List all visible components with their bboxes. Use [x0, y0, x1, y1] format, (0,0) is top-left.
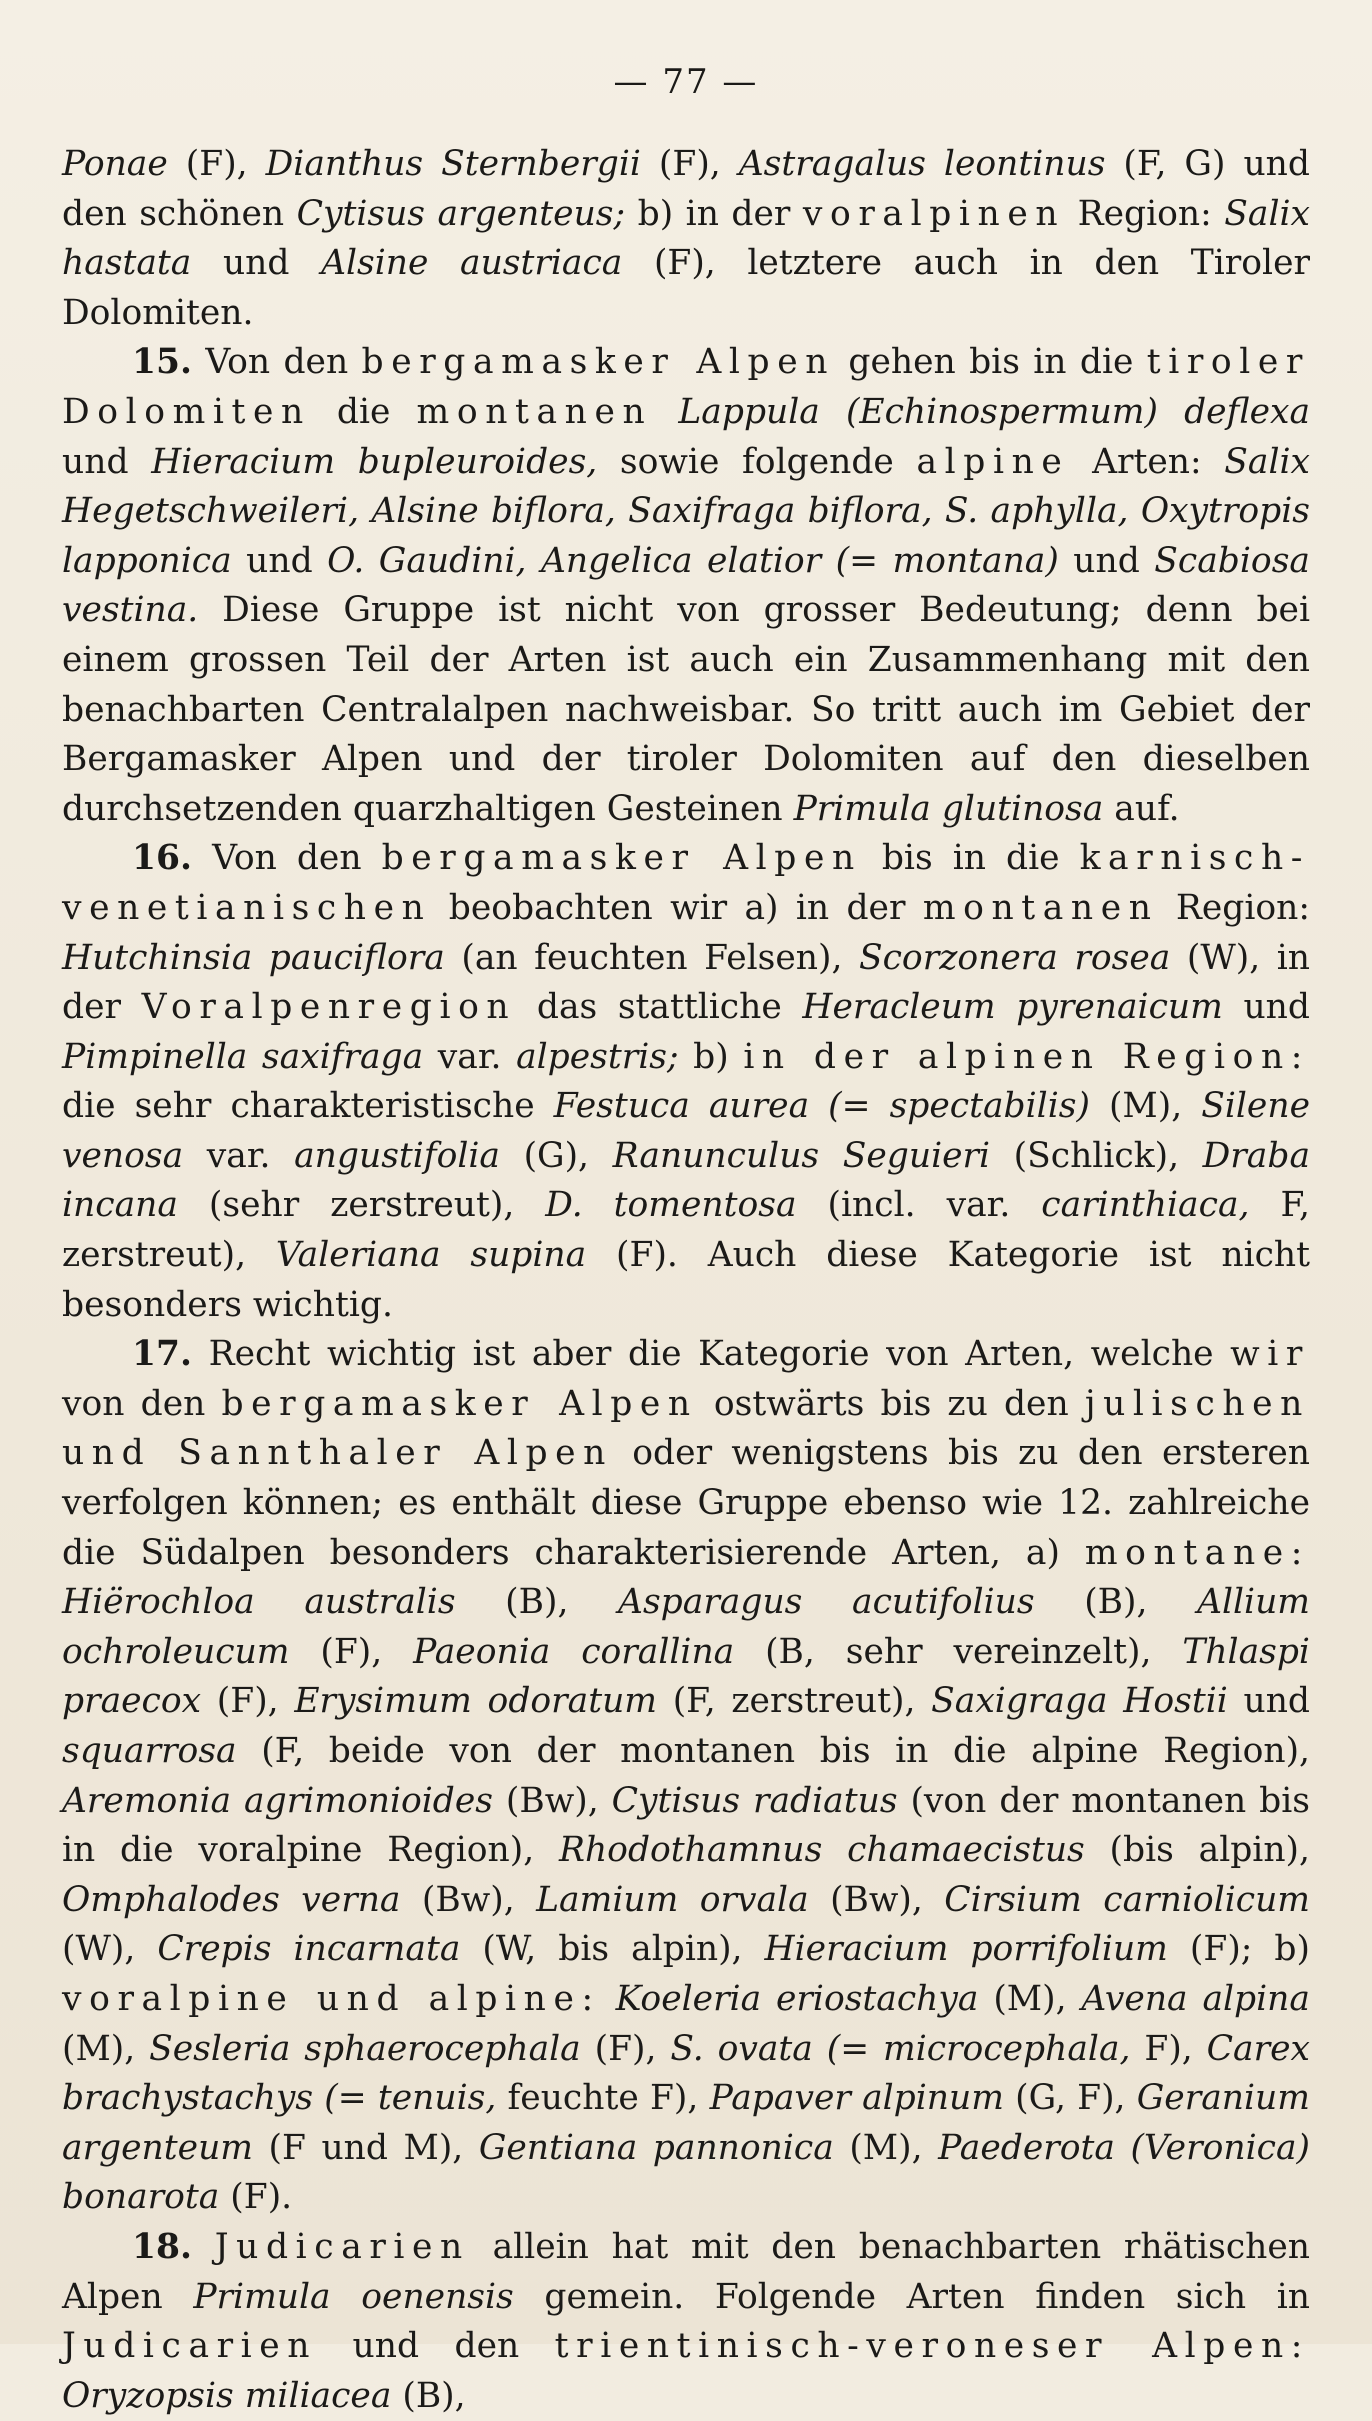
- text-run: Von den: [192, 342, 362, 383]
- species-name: Primula oenensis: [193, 2276, 514, 2317]
- text-run: (M),: [62, 2028, 150, 2069]
- species-name: Carex brachystachys (= tenuis,: [62, 2028, 1310, 2119]
- species-name: D. tomentosa: [545, 1185, 797, 1226]
- species-name: Cirsium carniolicum: [944, 1879, 1311, 1920]
- text-run: die sehr charakteristische: [62, 1086, 554, 1127]
- text-run: (M),: [1089, 1086, 1202, 1127]
- species-name: Geranium argenteum: [62, 2078, 1310, 2168]
- text-run: Arten:: [1069, 441, 1225, 482]
- text-run: und: [62, 441, 152, 482]
- species-name: Oryzopsis miliacea: [62, 2375, 392, 2416]
- text-run: (F),: [580, 2028, 671, 2069]
- text-run: (sehr zerstreut),: [177, 1185, 546, 1226]
- species-name: Silene venosa: [62, 1086, 1310, 1176]
- species-name: S. ovata (= microcephala,: [670, 2028, 1131, 2069]
- species-name: Saxigraga Hostii: [931, 1681, 1228, 1722]
- text-run: Diese Gruppe ist nicht von grosser Bedeutung; denn bei einem grossen Teil der Arten ist auch ein Zusammenhang mit den benachbarten Centralalpen nachweisbar. So tritt auch im Gebiet der Bergamasker Alpen und der tiroler Dolomiten auf den dieselben durchsetzenden quarzhaltigen Gesteinen: [62, 590, 1310, 829]
- species-name: O. Gaudini, Angelica elatior (= montana): [327, 540, 1059, 581]
- text-run: (F),: [640, 144, 739, 184]
- text-run: (Bw),: [808, 1879, 945, 1920]
- text-run: (F),: [289, 1631, 414, 1672]
- species-name: Sesleria sphaerocephala: [149, 2028, 581, 2069]
- species-name: Draba incana: [62, 1135, 1311, 1226]
- text-run: (F), letztere auch in den Tiroler Dolomiten.: [62, 243, 1310, 333]
- text-run: (an feuchten Felsen),: [444, 937, 859, 978]
- text-run: (W, bis alpin),: [460, 1929, 765, 1970]
- species-name: Lamium orvala: [536, 1879, 809, 1920]
- text-run: (G),: [499, 1135, 613, 1176]
- text-run: und: [1222, 987, 1310, 1028]
- text-run: (Bw),: [400, 1879, 537, 1920]
- species-name: Hutchinsia pauciflora: [62, 937, 445, 978]
- species-name: Astragalus leontinus: [738, 144, 1106, 184]
- species-name: Cytisus radiatus: [611, 1780, 898, 1821]
- species-name: Hieracium porrifolium: [764, 1929, 1168, 1970]
- species-name: Thlaspi praecox: [62, 1631, 1310, 1722]
- species-name: Dianthus Sternbergii: [265, 144, 641, 184]
- text-run: var.: [423, 1036, 517, 1077]
- species-name: Festuca aurea (= spectabilis): [553, 1086, 1090, 1127]
- spaced-emphasis: alpine: [916, 441, 1070, 482]
- text-run: (Bw),: [493, 1780, 612, 1821]
- text-run: die: [310, 391, 417, 432]
- species-name: Hiërochloa australis: [62, 1582, 456, 1623]
- species-name: Avena alpina: [1081, 1978, 1310, 2019]
- text-run: (bis alpin),: [1084, 1830, 1310, 1871]
- species-name: squarrosa: [62, 1731, 237, 1771]
- species-name: Cytisus argenteus;: [296, 193, 626, 234]
- text-run: allein hat mit den benachbarten rhätischen Alpen: [62, 2226, 1310, 2317]
- paragraph-18: [62, 2223, 1310, 2421]
- spaced-emphasis: wir: [1230, 1334, 1310, 1375]
- species-name: Pimpinella saxifraga: [62, 1036, 424, 1077]
- spaced-emphasis: montanen: [922, 887, 1159, 928]
- text-run: F),: [1130, 2028, 1207, 2069]
- spaced-emphasis: tiroler Dolomiten: [62, 342, 1310, 432]
- text-run: (B),: [1034, 1582, 1198, 1623]
- text-run: (F und M),: [253, 2127, 479, 2168]
- text-run: [652, 392, 678, 432]
- spaced-emphasis: in der alpinen Region:: [743, 1036, 1310, 1077]
- text-run: (von der montanen bis in die voralpine Region),: [62, 1780, 1311, 1871]
- species-name: Aremonia agrimonioides: [62, 1780, 493, 1821]
- text-run: Region:: [1158, 887, 1311, 928]
- text-run: das stattliche: [516, 987, 803, 1028]
- text-run: feuchte F),: [496, 2078, 710, 2119]
- text-run: (B),: [391, 2375, 466, 2416]
- spaced-emphasis: Judicarien: [214, 2226, 470, 2267]
- text-run: [192, 2227, 215, 2267]
- text-run: ostwärts bis zu den: [697, 1383, 1085, 1424]
- species-name: Scorzonera rosea: [858, 937, 1171, 978]
- text-run: Von den: [192, 838, 382, 879]
- paragraph-14-continuation: [62, 140, 1310, 338]
- text-run: b) in der: [625, 193, 803, 234]
- text-run: und: [231, 540, 328, 581]
- text-run: und: [1227, 1681, 1310, 1722]
- spaced-emphasis: Voralpenregion: [141, 987, 517, 1028]
- spaced-emphasis: karnisch-venetianischen: [62, 838, 1310, 928]
- species-name: Heracleum pyrenaicum: [802, 987, 1223, 1028]
- spaced-emphasis: voralpine und alpine:: [62, 1978, 601, 2019]
- species-name: Primula glutinosa: [793, 788, 1104, 829]
- text-run: b): [678, 1036, 744, 1077]
- text-run: auf.: [1103, 788, 1180, 829]
- species-name: Erysimum odoratum: [294, 1681, 658, 1722]
- paragraph-number: 16.: [132, 838, 193, 879]
- text-run: Region:: [1065, 193, 1225, 234]
- text-run: beobachten wir a) in der: [431, 887, 923, 928]
- paragraph-number: 15.: [132, 342, 193, 383]
- species-name: Salix Hegetschweileri, Alsine biflora, Saxifraga biflora, S. aphylla, Oxytropis lapponica: [62, 441, 1310, 581]
- text-run: (F),: [167, 144, 266, 184]
- text-run: (M),: [978, 1978, 1082, 2019]
- spaced-emphasis: voralpinen: [802, 193, 1066, 234]
- spaced-emphasis: Judicarien: [62, 2326, 318, 2367]
- text-run: F, zerstreut),: [62, 1185, 1311, 1276]
- species-name: Koeleria eriostachya: [615, 1978, 979, 2019]
- species-name: Ranunculus Seguieri: [612, 1135, 991, 1176]
- text-run: (B),: [455, 1582, 619, 1623]
- species-name: angustifolia: [294, 1135, 500, 1176]
- text-run: (F). Auch diese Kategorie ist nicht besonders wichtig.: [62, 1235, 1311, 1325]
- spaced-emphasis: bergamasker Alpen: [221, 1383, 698, 1424]
- paragraph-16: [62, 834, 1310, 1330]
- species-name: Lappula (Echinospermum) deflexa: [678, 391, 1311, 432]
- species-name: Allium ochroleucum: [62, 1582, 1311, 1672]
- text-run: Recht wichtig ist aber die Kategorie von Arten, welche: [192, 1334, 1231, 1375]
- text-run: (F, G) und den schönen: [62, 144, 1310, 234]
- text-run: oder wenigstens bis zu den ersteren verfolgen können; es enthält diese Gruppe ebenso wie 12. zahlreiche die Südalpen besonders charakterisierende Arten, a): [62, 1433, 1310, 1573]
- paragraph-17: [62, 1330, 1310, 2223]
- species-name: Crepis incarnata: [157, 1929, 461, 1970]
- text-run: (F),: [201, 1681, 295, 1722]
- spaced-emphasis: montanen: [416, 391, 653, 432]
- text-run: [601, 1979, 616, 2019]
- text-run: und den: [317, 2326, 555, 2367]
- text-run: (F); b): [1167, 1929, 1310, 1970]
- species-name: Gentiana pannonica: [478, 2127, 834, 2168]
- text-run: (F).: [219, 2177, 293, 2218]
- text-run: (W), in der: [62, 937, 1310, 1028]
- text-run: (M),: [833, 2127, 939, 2168]
- species-name: Ponae: [62, 144, 168, 184]
- species-name: Salix hastata: [62, 193, 1310, 284]
- text-run: (W),: [62, 1929, 158, 1970]
- species-name: Omphalodes verna: [62, 1879, 401, 1920]
- spaced-emphasis: bergamasker Alpen: [381, 838, 862, 879]
- species-name: Hieracium bupleuroides,: [151, 441, 598, 482]
- text-run: von den: [62, 1383, 222, 1424]
- species-name: carinthiaca,: [1041, 1185, 1250, 1226]
- species-name: Valeriana supina: [275, 1235, 587, 1276]
- text-run: gemein. Folgende Arten finden sich in: [513, 2276, 1310, 2317]
- text-run: (B, sehr vereinzelt),: [734, 1631, 1183, 1672]
- species-name: Papaver alpinum: [709, 2078, 1004, 2119]
- text-run: und: [1058, 540, 1155, 581]
- species-name: Alsine austriaca: [321, 243, 623, 284]
- text-run: (Schlick),: [990, 1135, 1203, 1176]
- spaced-emphasis: montane:: [1084, 1532, 1310, 1573]
- text-run: gehen bis in die: [835, 342, 1147, 383]
- species-name: Rhodothamnus chamaecistus: [558, 1830, 1085, 1871]
- species-name: Paederota (Veronica) bonarota: [62, 2127, 1310, 2218]
- text-run: (G, F),: [1003, 2078, 1137, 2119]
- text-run: sowie folgende: [597, 441, 917, 482]
- species-name: Paeonia corallina: [413, 1631, 735, 1672]
- species-name: alpestris;: [516, 1036, 679, 1077]
- spaced-emphasis: bergamasker Alpen: [361, 342, 836, 383]
- paragraph-number: 17.: [132, 1334, 193, 1375]
- text-run: (incl. var.: [796, 1185, 1042, 1226]
- paragraph-15: [62, 338, 1310, 834]
- text-run: var.: [183, 1135, 295, 1176]
- text-run: bis in die: [861, 838, 1080, 879]
- paragraph-number: 18.: [132, 2226, 193, 2267]
- page-number: — 77 —: [613, 62, 759, 102]
- text-run: (F, zerstreut),: [657, 1681, 932, 1722]
- text-run: und: [191, 243, 322, 284]
- spaced-emphasis: julischen und Sannthaler Alpen: [62, 1383, 1310, 1474]
- spaced-emphasis: trientinisch-veroneser Alpen:: [554, 2326, 1310, 2367]
- species-name: Asparagus acutifolius: [618, 1582, 1035, 1623]
- text-run: (F, beide von der montanen bis in die alpine Region),: [236, 1731, 1310, 1771]
- species-name: Scabiosa vestina.: [62, 540, 1310, 631]
